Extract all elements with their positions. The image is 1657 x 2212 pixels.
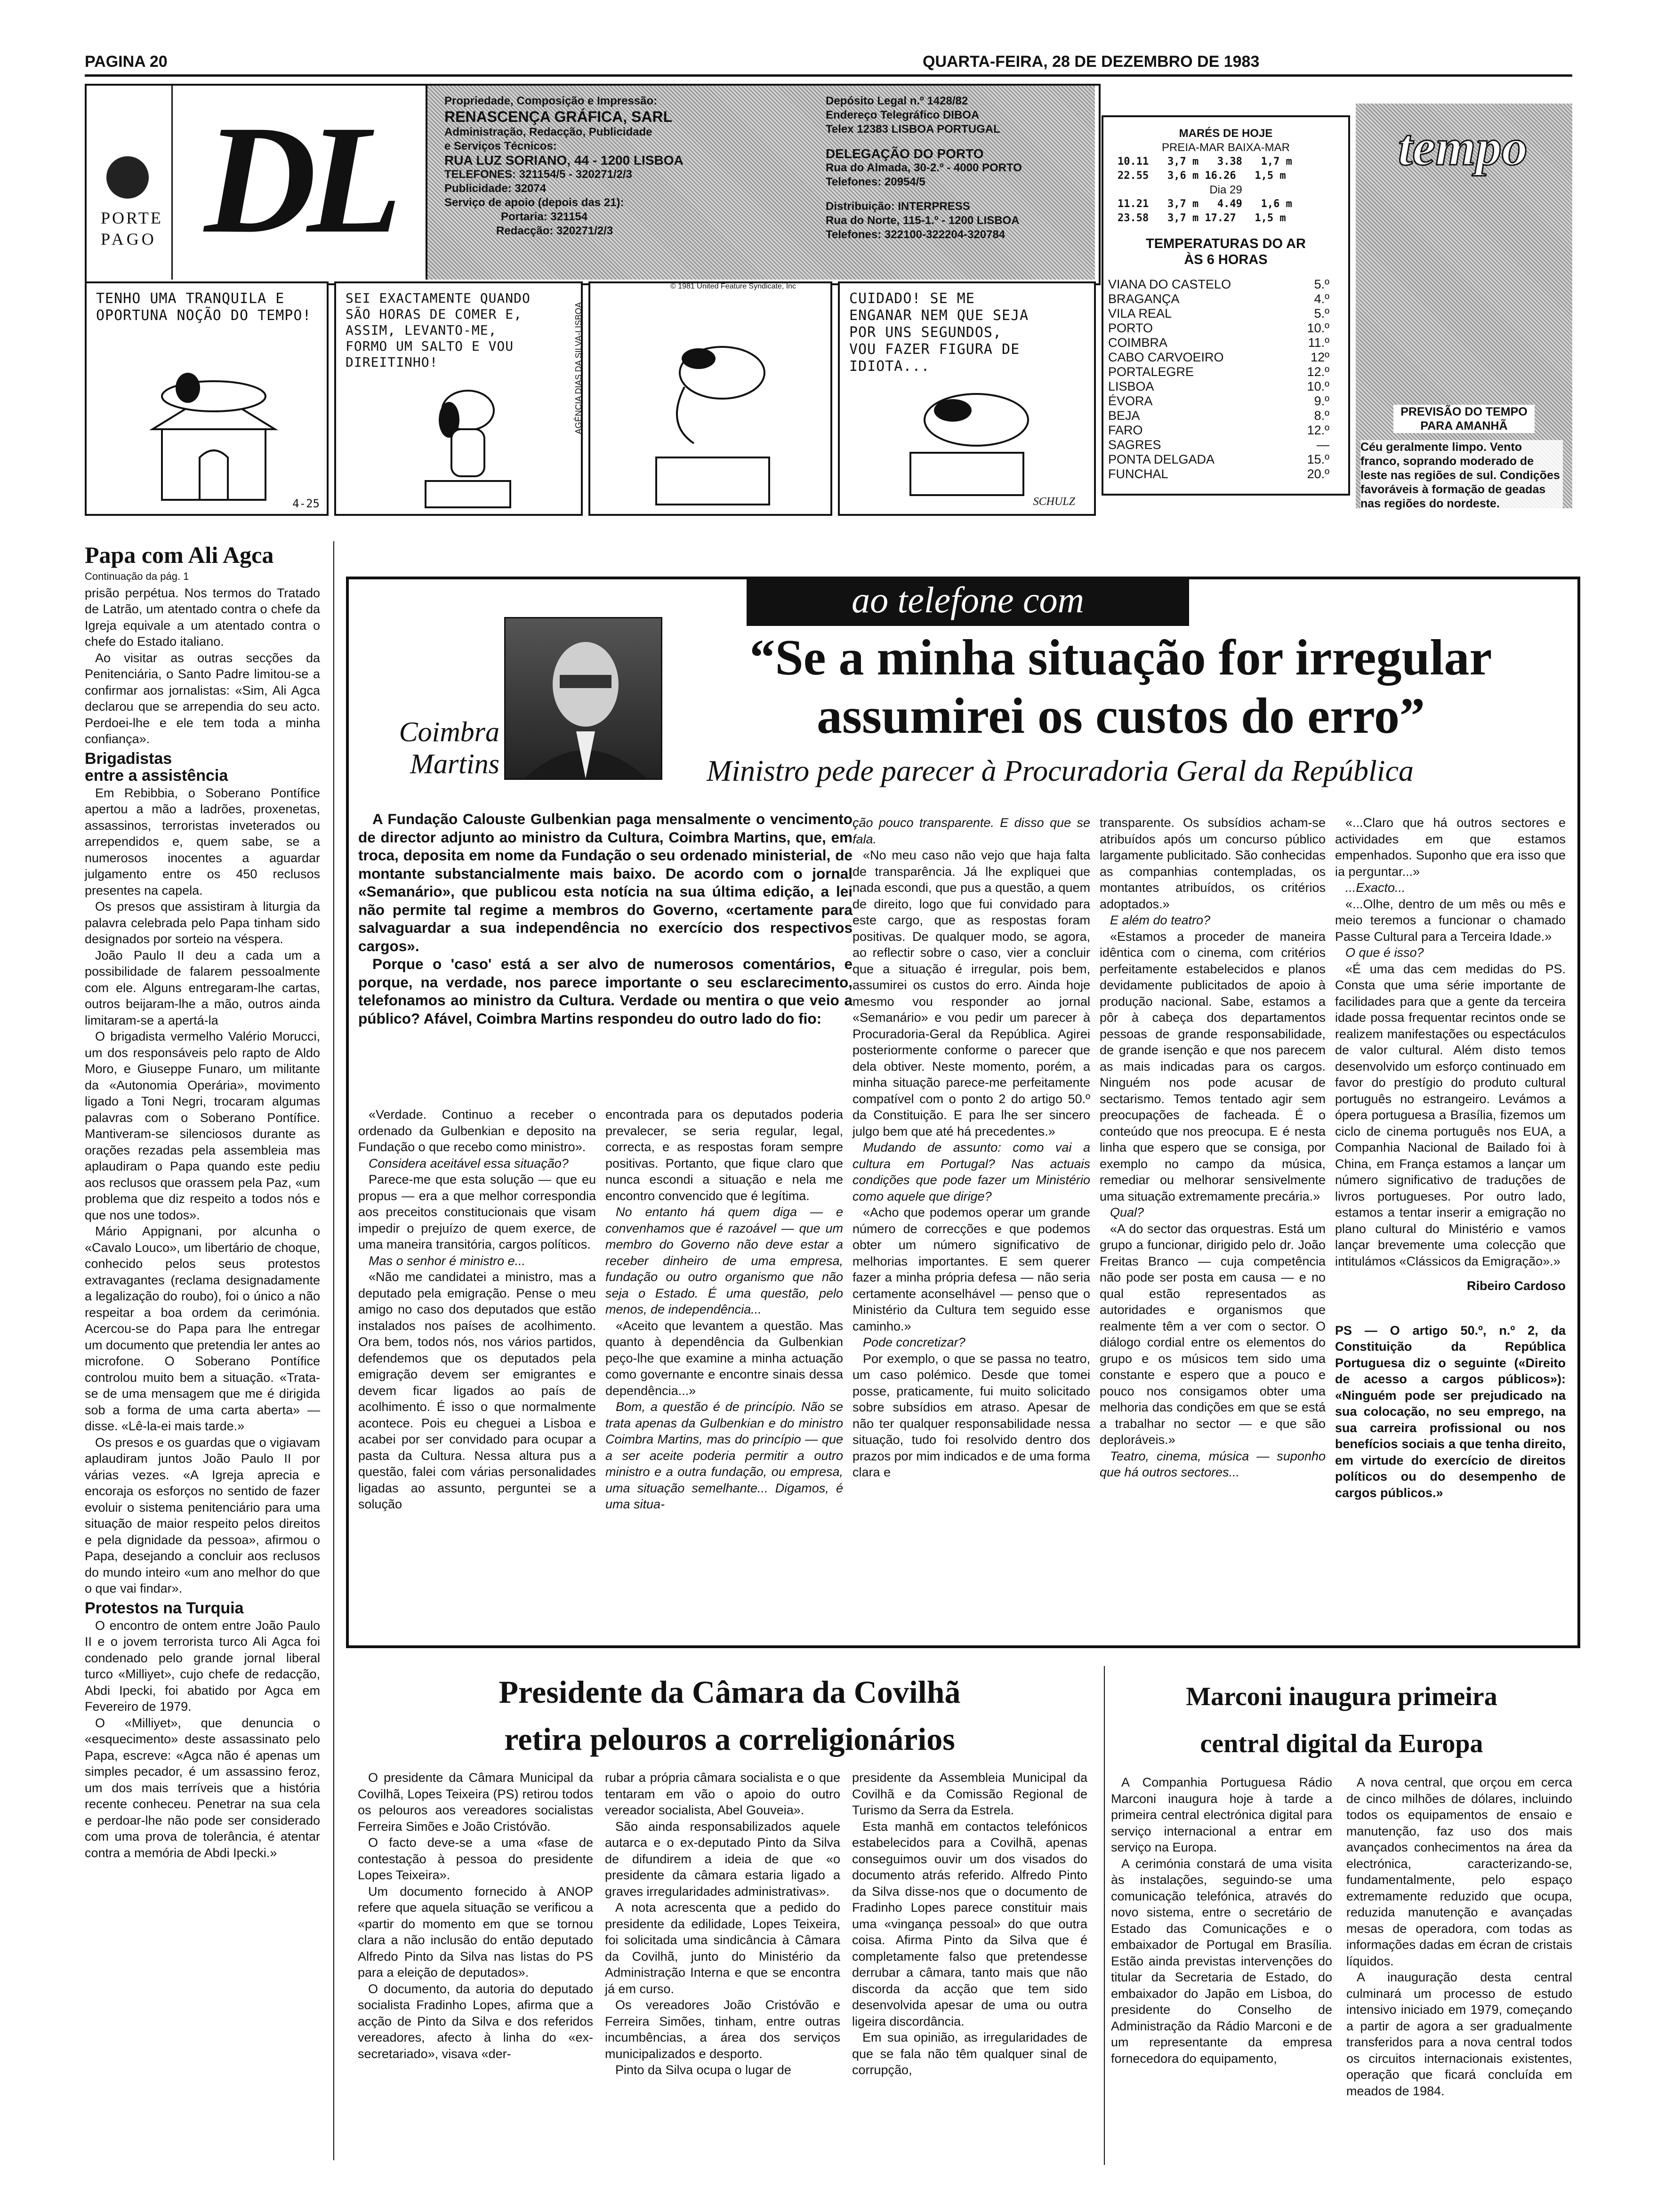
tides-box: [1118, 127, 1334, 225]
interview-column-2: [605, 1106, 843, 1513]
papa-subhead: Protestos na Turquia: [85, 1599, 244, 1617]
marconi-column-1: [1111, 1774, 1332, 2067]
legal-line: Rua do Norte, 115-1.º - 1200 LISBOA: [826, 214, 1020, 227]
tides-title: MARÉS DE HOJE: [1179, 127, 1273, 140]
owner-line: RUA LUZ SORIANO, 44 - 1200 LISBOA: [444, 153, 684, 168]
interview-question: Mas o senhor é ministro e...: [369, 1253, 526, 1268]
marconi-column-2: [1346, 1774, 1572, 2099]
interview-column-3: [853, 815, 1090, 1481]
porte-label: PORTE: [101, 208, 163, 227]
temp-value: 10.º: [1307, 379, 1329, 393]
temp-value: 9.º: [1314, 394, 1329, 408]
temp-value: 15.º: [1307, 452, 1329, 466]
temperatures-subheading: ÀS 6 HORAS: [1184, 252, 1268, 267]
owner-line: Redacção: 320271/2/3: [496, 224, 613, 237]
temp-value: 5.º: [1314, 306, 1329, 321]
interview-paragraph: encontrada para os deputados poderia prevalecer, se seria regular, legal, correcta, e as respostas foram sempre positivas. Portanto, que fique claro que nunca escondi a situação e nela me encontro convencido que é legítima.: [605, 1107, 843, 1203]
owner-line: Propriedade, Composição e Impressão:: [444, 95, 658, 107]
weather-forecast-title: PREVISÃO DO TEMPO PARA AMANHÃ: [1393, 405, 1535, 433]
legal-line: Telex 12383 LISBOA PORTUGAL: [826, 123, 1000, 136]
masthead-logo-box: [87, 86, 427, 280]
interview-paragraph: «...Olhe, dentro de um mês ou mês e meio teremos a funcionar o chamado Passe Cultural para a Terceira Idade.»: [1335, 897, 1566, 944]
pago-label: PAGO: [101, 230, 157, 248]
owner-line: RENASCENÇA GRÁFICA, SARL: [444, 108, 673, 125]
legal-info: [826, 94, 1089, 242]
covilha-paragraph: rubar a própria câmara socialista e o que tentaram em vão o apoio do outro vereador socialista, Abel Gouveia».: [605, 1771, 840, 1817]
papa-headline: Papa com Ali Agca: [85, 542, 274, 568]
comic-signature: SCHULZ: [1033, 496, 1075, 508]
covilha-column-1: [358, 1770, 593, 2062]
marconi-headline-line: Marconi inaugura primeira: [1186, 1682, 1497, 1711]
interview-paragraph: «Não me candidatei a ministro, mas a deputado pela emigração. Pense o meu amigo no caso dos deputados que estão instalados nos países de acolhimento. Ora bem, todos nós, nos vários partidos, defendemos que os deputados pela emigração devem ser emigrantes e devem ficar ligados ao país de acolhimento. É isso o que normalmente acontece. Pois eu cheguei a Lisboa e acabei por ser convidado para ocupar a pasta da Cultura. Nessa altura pus a questão, falei com várias personalidades ligadas ao assunto, perguntei se a solução: [358, 1270, 596, 1511]
temp-row: [1108, 350, 1329, 365]
legal-line: Telefones: 322100-322204-320784: [826, 228, 1005, 241]
owner-info: [444, 94, 793, 238]
papa-subhead-line: entre a assistência: [85, 766, 228, 785]
papa-paragraph: Os presos que assistiram à liturgia da palavra celebrada pelo Papa tinham sido designados por sorteio na véspera.: [85, 899, 320, 946]
temp-city: FUNCHAL: [1108, 467, 1168, 481]
interview-subhead: Ministro pede parecer à Procuradoria Geral da República: [707, 754, 1414, 787]
covilha-paragraph: São ainda responsabilizados aquele autarca e o ex-deputado Pinto da Silva de difundirem a ideia de que «o presidente da câmara estaria ligado a graves irregularidades administrativas».: [605, 1819, 840, 1899]
covilha-headline: [358, 1668, 1102, 1763]
owner-line: TELEFONES: 321154/5 - 320271/2/3: [444, 168, 632, 181]
legal-line: Rua do Almada, 30-2.º - 4000 PORTO: [826, 161, 1022, 174]
comic-date-mark: 4-25: [292, 497, 320, 510]
temp-value: 20.º: [1307, 467, 1329, 481]
owner-line: Administração, Redacção, Publicidade: [444, 126, 652, 138]
interview-postscript: PS — O artigo 50.º, n.º 2, da Constituição da República Portuguesa diz o seguinte («Direito de acesso a cargos públicos»): «Ninguém pode ser prejudicado na sua colocação, no seu emprego, na sua carreira profissional ou nos benefícios sociais a que tenha direito, em virtude do exercício de direitos políticos ou do desempenho de cargos públicos.»: [1335, 1323, 1566, 1500]
interview-question: Mudando de assunto: como vai a cultura em Portugal? Nas actuais condições que pode fazer um Ministério como aquele que dirige?: [853, 1140, 1090, 1203]
temp-row: [1108, 292, 1329, 306]
interview-paragraph: «É uma das cem medidas do PS. Consta que uma série importante de facilidades para que a gente da terceira idade possa frequentar recintos onde se realizem manifestações ou espectáculos de valor cultural. Além disto temos desenvolvido um esforço continuado em favor do prestígio do produto cultural português no estrangeiro. Levámos a ópera portuguesa a Brasília, fizemos um ciclo de cinema português nos EUA, a Companhia Nacional de Bailado foi à China, em França estamos a lançar um número significativo de traduções de livros portugueses. Por outro lado, estamos a tentar inserir a emigração no plano cultural do Ministério e vamos lançar brevemente uma colecção que intitulámos «Clássicos da Emigração».»: [1335, 962, 1566, 1268]
comic-agency-credit: AGÊNCIA DIAS DA SILVA-LISBOA: [574, 302, 583, 434]
interview-paragraph: «Aceito que levantem a questão. Mas quanto à dependência da Gulbenkian peço-lhe que examine a minha actuação como governante e encontre sinais dessa dependência...»: [605, 1318, 843, 1398]
interview-name-line: Coimbra: [399, 716, 499, 747]
temp-row: [1108, 365, 1329, 379]
interview-byline: Ribeiro Cardoso: [1466, 1279, 1566, 1293]
weather-tempo-label: tempo: [1398, 119, 1528, 176]
weather-table: [1102, 115, 1350, 496]
temp-city: ÉVORA: [1108, 394, 1153, 408]
marconi-paragraph: A nova central, que orçou em cerca de cinco milhões de dólares, incluindo todos os equipamentos de ensaio e manutenção, faz uso dos mais avançados conhecimentos na área da electrónica, caracterizando-se, fundamentalmente, pelo espaço extremamente reduzido que ocupa, reduzida manutenção e avançadas mesas de operadora, com todas as informações dadas em écran de cristais líquidos.: [1346, 1775, 1572, 1968]
temp-city: COIMBRA: [1108, 336, 1168, 350]
interview-headline: [678, 629, 1563, 745]
interview-paragraph: Parece-me que esta solução — que eu propus — era a que melhor correspondia aos preceitos constitucionais que visam impedir o prejuízo de quem exerce, de uma maneira transitória, cargos políticos.: [358, 1172, 596, 1251]
temp-city: PORTALEGRE: [1108, 365, 1194, 379]
temp-city: VILA REAL: [1108, 306, 1172, 321]
page-number: PAGINA 20: [85, 53, 168, 71]
temp-row: [1108, 394, 1329, 409]
temp-row: [1108, 423, 1329, 438]
snoopy-crouching-drawing: [882, 368, 1052, 500]
temp-row: [1108, 336, 1329, 350]
marconi-paragraph: A inauguração desta central culminará um processo de estudo intensivo iniciado em 1979, começando a partir de agora a ser gradualmente transferidos para a nova central todos os circuitos internacionais existentes, operação que ficará concluída em meados de 1984.: [1346, 1970, 1572, 2098]
covilha-headline-line: retira pelouros a correligionários: [504, 1721, 955, 1757]
interview-column-1: [358, 1106, 596, 1513]
owner-line: Serviço de apoio (depois das 21):: [444, 196, 624, 209]
comic-speech-1: TENHO UMA TRANQUILA E OPORTUNA NOÇÃO DO TEMPO!: [96, 290, 312, 324]
temperatures-heading: TEMPERATURAS DO AR: [1146, 236, 1306, 251]
temp-row: [1108, 321, 1329, 336]
interview-name-line: Martins: [410, 748, 499, 779]
papa-paragraph: O brigadista vermelho Valério Morucci, um dos responsáveis pelo rapto de Aldo Moro, e Giuseppe Funaro, um militante da «Autonomia Operária», movimento ligado a Toni Negri, trocaram algumas palavras com o Soberano Pontífice. Mantiveram-se silenciosos durante as orações rezadas pela assembleia mas aplaudiram o Papa quando este pediu aos reclusos que orassem pela Paz, «um problema que diz respeito a todos nós e que nos une todos».: [85, 1029, 320, 1222]
interview-lead-paragraph: A Fundação Calouste Gulbenkian paga mensalmente o vencimento de director adjunto ao ministro da Cultura, Coimbra Martins, que, em troca, deposita em nome da Fundação o seu ordenado ministerial, de montante substancialmente mais baixo. De acordo com o jornal «Semanário», que publicou esta notícia na sua última edição, a lei não permite tal regime a membros do Governo, «certamente para salvaguardar a sua independência no exercício dos respectivos cargos».: [358, 810, 853, 954]
temp-city: PONTA DELGADA: [1108, 452, 1215, 466]
interview-lead-paragraph: Porque o 'caso' está a ser alvo de numerosos comentários, e porque, na verdade, nos parece importante o seu esclarecimento, telefonamos ao ministro da Cultura. Verdade ou mentira o que veio a público? Afável, Coimbra Martins respondeu do outro lado do fio:: [358, 955, 853, 1027]
temp-row: [1108, 379, 1329, 394]
column-divider: [1104, 1666, 1105, 2165]
tides-row: Dia 29: [1209, 184, 1242, 196]
interview-banner: [747, 577, 1189, 626]
comic-panel-3: [588, 281, 832, 516]
interview-question: ...Exacto...: [1345, 881, 1406, 895]
issue-date: QUARTA-FEIRA, 28 DE DEZEMBRO DE 1983: [923, 53, 1260, 71]
interview-question: Teatro, cinema, música — suponho que há outros sectores...: [1100, 1449, 1326, 1479]
interview-portrait: [504, 617, 662, 780]
interview-column-5: [1335, 815, 1566, 1501]
marconi-paragraph: A cerimónia constará de uma visita às instalações, seguindo-se uma comunicação telefónica, através do novo sistema, entre o secretário de Estado das Comunicações e o embaixador de Portugal em Brasília. Estão ainda previstas intervenções do titular da Secretaria de Estado, do embaixador do Japão em Lisboa, do presidente do Conselho de Administração da Rádio Marconi e de um representante da empresa fornecedora do equipamento,: [1111, 1856, 1332, 2066]
papa-paragraph: O «Milliyet», que denuncia o «esquecimento» deste assassinato pelo Papa, escreve: «Agca não é apenas um simples pecador, é um assassino feroz, um dos mais terríveis que a história recente conheceu. Penetrar na sua cela e perdoar-lhe não pode ser considerado com uma prova de tolerância, é atentar contra a memória de Abdi Ipecki.»: [85, 1715, 320, 1860]
dl-logo: DL: [204, 94, 393, 265]
temp-value: 12.º: [1307, 423, 1329, 437]
papa-subhead: [85, 750, 320, 784]
tides-row: 11.21 3,7 m 4.49 1,6 m: [1118, 198, 1292, 210]
header-rule: [85, 74, 1572, 77]
temp-city: PORTO: [1108, 321, 1153, 335]
covilha-paragraph: O facto deve-se a uma «fase de contestação à pessoa do presidente Lopes Teixeira».: [358, 1835, 593, 1882]
interview-question: Considera aceitável essa situação?: [369, 1156, 569, 1170]
papa-paragraph: Mário Appignani, por alcunha o «Cavalo Louco», um libertário de choque, conhecido pelos seus protestos extravagantes (reclama designadamente a legalização do roubo), foi o único a não respeitar a boa ordem da cerimónia. Acercou-se do Papa para lhe entregar um documento que pretendia ler antes ao microfone. O Soberano Pontífice controlou muito bem a situação. «Trata-se de uma mensagem que me é dirigida sob a forma de uma carta aberta» — disse. «Lê-la-ei mais tarde.»: [85, 1224, 320, 1433]
comic-speech-3: CUIDADO! SE ME ENGANAR NEM QUE SEJA POR UNS SEGUNDOS, VOU FAZER FIGURA DE IDIOTA...: [849, 290, 1029, 375]
weather-forecast-box: [1356, 104, 1572, 508]
papa-body: [85, 569, 320, 1861]
papa-paragraph: João Paulo II deu a cada um a possibilidade de falarem pessoalmente com ele. Alguns entregaram-lhe cartas, outros beijaram-lhe a mão, outros ainda limitaram-se a apertá-la: [85, 948, 320, 1027]
interview-paragraph: «Verdade. Continuo a receber o ordenado da Gulbenkian e deposito na Fundação o que recebo como ministro».: [358, 1107, 596, 1154]
temp-city: SAGRES: [1108, 438, 1161, 452]
covilha-paragraph: Esta manhã em contactos telefónicos estabelecidos para a Covilhã, apenas conseguimos ouvir um dos visados do documento atrás referido. Alfredo Pinto da Silva disse-nos que o documento de Fradinho Lopes parece constituir mais uma «vingança pessoal» do que outra coisa. Afirma Pinto da Silva que é completamente falso que pretendesse derrubar a câmara, tanto mais que não discorda da acção que tem sido desenvolvida apesar de uma ou outra ligeira discordância.: [852, 1819, 1087, 2028]
papa-paragraph: Os presos e os guardas que o vigiavam aplaudiram juntos João Paulo II por várias vezes. «A Igreja aprecia e encoraja os esforços no sentido de fazer evoluir o sistema penitenciário para uma situação de maior respeito pelos direitos e pela dignidade da pessoa», afirmou o Papa, desejando a concluir aos reclusos do mundo inteiro «um ano melhor do que o que vai findar».: [85, 1435, 320, 1595]
covilha-paragraph: Pinto da Silva ocupa o lugar de: [615, 2063, 791, 2077]
temp-row: [1108, 452, 1329, 467]
interview-paragraph: Por exemplo, o que se passa no teatro, um caso polémico. Desde que tomei posse, praticamente, fui muito solicitado sobre subsídios em atraso. Apesar de não ter qualquer responsabilidade nessa situação, tudo foi resolvido dentro dos prazos por mim indicados e de uma forma clara e: [853, 1351, 1090, 1479]
snoopy-leaping-drawing: [619, 302, 807, 509]
covilha-paragraph: A nota acrescenta que a pedido do presidente da edilidade, Lopes Teixeira, foi solicitada uma sindicância à Câmara da Covilhã, junto do Ministério da Administração Interna e que se encontra já em curso.: [605, 1900, 840, 1996]
interview-question: E além do teatro?: [1110, 913, 1211, 927]
comic-panel-1: [85, 281, 329, 516]
temp-value: 10.º: [1307, 321, 1329, 335]
weather-forecast-text: Céu geralmente limpo. Vento franco, soprando moderado de leste nas regiões de sul. Condições favoráveis à formação de geadas nas regiões do nordeste.: [1360, 440, 1563, 511]
tides-row: 23.58 3,7 m 17.27 1,5 m: [1118, 212, 1286, 224]
interview-column-4: [1100, 815, 1326, 1481]
covilha-paragraph: O presidente da Câmara Municipal da Covilhã, Lopes Teixeira (PS) retirou todos os pelouros aos vereadores socialistas Ferreira Simões e João Cristóvão.: [358, 1771, 593, 1834]
temperatures-list: [1108, 277, 1329, 481]
snoopy-doghouse-drawing: [143, 363, 284, 505]
legal-line: Telefones: 20954/5: [826, 176, 925, 188]
covilha-paragraph: Os vereadores João Cristóvão e Ferreira Simões, tinham, entre outras incumbências, a área dos serviços municipalizados e desporto.: [605, 1998, 840, 2061]
covilha-paragraph: O documento, da autoria do deputado socialista Fradinho Lopes, afirma que a acção de Pinto da Silva e dos referidos vereadores, afecto à linha do «ex-secretariado», visava «der-: [358, 1981, 593, 2061]
temp-value: 11.º: [1308, 336, 1329, 350]
temp-city: FARO: [1108, 423, 1143, 437]
temp-value: 12º: [1311, 350, 1329, 364]
interview-paragraph: «...Claro que há outros sectores e actividades em que estamos empenhados. Suponho que era isso que ia perguntar...»: [1335, 816, 1566, 879]
interview-question: ção pouco transparente. E disso que se fala.: [853, 816, 1090, 846]
temp-value: 12.º: [1307, 365, 1329, 379]
papa-paragraph: Em Rebibbia, o Soberano Pontífice apertou a mão a ladrões, proxenetas, assassinos, terroristas inveterados ou arrependidos e, quem sabe, se a numerosos inocentes a aguardar julgamento entre os 450 reclusos presentes na capela.: [85, 785, 320, 898]
tides-subtitle: PREIA-MAR BAIXA-MAR: [1161, 141, 1290, 154]
temp-city: BEJA: [1108, 409, 1140, 423]
interview-paragraph: «A do sector das orquestras. Está um grupo a funcionar, dirigido pelo dr. João Freitas Branco — cuja competência não pode ser posta em causa — e no qual estão representados as autoridades e organismos que realmente têm a ver com o sector. O diálogo cordial entre os elementos do grupo e os músicos tem sido uma constante e espero que a pouco e pouco nos consigamos obter uma melhoria das condições em que se está a trabalhar no sector — e que são deploráveis.»: [1100, 1221, 1326, 1447]
temp-city: BRAGANÇA: [1108, 292, 1180, 306]
owner-line: Publicidade: 32074: [444, 182, 547, 195]
comic-speech-2: SEI EXACTAMENTE QUANDO SÃO HORAS DE COMER E, ASSIM, LEVANTO-ME, FORMO UM SALTO E VOU DIREITINHO!: [346, 290, 531, 370]
interview-paragraph: «No meu caso não vejo que haja falta de transparência. Já lhe expliquei que nada escondi, que pus a questão, a quem de direito, logo que fui convidado para este cargo, que as respostas foram positivas. De qualquer modo, se agora, ao reflectir sobre o caso, vier a concluir que a situação é irregular, pois bem, assumirei os custos do erro. Ainda hoje mesmo vou responder ao jornal «Semanário» e vou pedir um parecer à Procuradoria-Geral da República. Agirei posteriormente conforme o parecer que dela obtiver. Neste momento, porém, a minha situação parece-me perfeitamente compatível com o ponto 2 do artigo 50.º da Constituição. E para lhe ser sincero julgo bem que até há precedentes.»: [853, 848, 1090, 1138]
interview-banner-label: ao telefone com: [852, 579, 1084, 620]
interview-headline-line: “Se a minha situação for irregular: [749, 630, 1492, 686]
covilha-column-3: [852, 1770, 1087, 2078]
papa-article: [85, 541, 320, 1861]
temp-value: 5.º: [1314, 277, 1329, 291]
interview-question: No entanto há quem diga — e convenhamos que é razoável — que um membro do Governo não deve estar a receber dinheiro de uma empresa, fundação ou outro organismo que não seja o Estado. É uma questão, pelo menos, de independência...: [605, 1205, 843, 1316]
snoopy-standing-drawing: [416, 387, 520, 509]
temp-city: CABO CARVOEIRO: [1108, 350, 1224, 364]
interview-paragraph: transparente. Os subsídios acham-se atribuídos após um concurso público largamente publicitado. São conhecidas as companhias contempladas, os montantes atribuídos, os critérios adoptados.»: [1100, 816, 1326, 911]
interview-question: Bom, a questão é de princípio. Não se trata apenas da Gulbenkian e do ministro Coimbra Martins, mas do princípio — que a ser aceite poderia permitir a outro ministro e a outra fundação, ou empresa, uma situação semelhante... Digamos, é uma situa-: [605, 1400, 843, 1511]
legal-line: Endereço Telegráfico DIBOA: [826, 109, 980, 121]
interview-headline-line: assumirei os custos do erro”: [817, 688, 1425, 744]
interview-lead: [358, 810, 853, 1027]
papa-paragraph: O encontro de ontem entre João Paulo II e o jovem terrorista turco Ali Agca foi condenado pelo grande jornal liberal turco «Milliyet», cujo chefe de redacção, Abdi Ipecki, foi abatido por Agca em Fevereiro de 1979.: [85, 1618, 320, 1714]
interview-paragraph: «Acho que podemos operar um grande número de correcções e que podemos obter um número significativo de melhorias importantes. E sem querer fazer a minha própria defesa — não seria certamente aconselhável — penso que o Ministério da Cultura tem seguido esse caminho.»: [853, 1205, 1090, 1333]
porte-pago-box: [87, 86, 173, 280]
papa-paragraph: prisão perpétua. Nos termos do Tratado de Latrão, um atentado contra o chefe da Igreja equivale a um atentado contra o chefe do Estado italiano.: [85, 585, 320, 649]
temp-row: [1108, 467, 1329, 481]
owner-line: e Serviços Técnicos:: [444, 140, 557, 152]
temp-city: VIANA DO CASTELO: [1108, 277, 1231, 291]
temp-value: 8.º: [1314, 409, 1329, 423]
comic-copyright: © 1981 United Feature Syndicate, Inc: [670, 282, 796, 290]
temperatures-title: [1113, 236, 1339, 268]
temp-value: —: [1317, 438, 1329, 452]
interview-question: O que é isso?: [1345, 946, 1424, 960]
column-divider: [333, 541, 334, 2160]
covilha-column-2: [605, 1770, 840, 2078]
comic-panel-4: [838, 281, 1096, 516]
comic-panel-2: [334, 281, 583, 516]
covilha-paragraph: Em sua opinião, as irregularidades de que se fala não têm qualquer sinal de corrupção,: [852, 2030, 1087, 2077]
temp-row: [1108, 277, 1329, 292]
marconi-headline-line: central digital da Europa: [1200, 1729, 1483, 1758]
papa-subhead-line: Brigadistas: [85, 749, 172, 768]
interview-box: [346, 577, 1580, 1648]
masthead: [85, 84, 1101, 285]
covilha-paragraph: Um documento fornecido à ANOP refere que aquela situação se verificou a «partir do momento em que se tornou clara a não inclusão do então deputado Alfredo Pinto da Silva nas listas do PS para a eleição de deputados».: [358, 1884, 593, 1980]
temp-city: LISBOA: [1108, 379, 1154, 393]
legal-line: Distribuição: INTERPRESS: [826, 200, 970, 213]
legal-line: DELEGAÇÃO DO PORTO: [826, 146, 984, 161]
temp-value: 4.º: [1314, 292, 1329, 306]
temp-row: [1108, 306, 1329, 321]
marconi-headline: [1111, 1673, 1572, 1767]
papa-paragraph: Ao visitar as outras secções da Penitenciária, o Santo Padre limitou-se a confirmar aos jornalistas: «Sim, Ali Agca declarou que se arrependia do seu acto. Perdoei-lhe e ele tem toda a minha confiança».: [85, 650, 320, 746]
temp-row: [1108, 409, 1329, 423]
marconi-paragraph: A Companhia Portuguesa Rádio Marconi inaugura hoje à tarde a primeira central electrónica digital para serviço internacional a entrar em serviço na Europa.: [1111, 1775, 1332, 1854]
seal-icon: [106, 156, 149, 199]
portrait-figure: [506, 618, 661, 778]
interview-question: Pode concretizar?: [863, 1335, 965, 1349]
comic-strip: [85, 281, 1097, 517]
tides-row: 10.11 3,7 m 3.38 1,7 m: [1118, 156, 1292, 168]
interview-question: Qual?: [1110, 1205, 1144, 1219]
interview-paragraph: «Estamos a proceder de maneira idêntica com o cinema, com critérios perfeitamente estabelecidos e planos devidamente publicitados de apoio à produção nacional. Sabe, estamos a pôr à cabeça dos departamentos pessoas de grande responsabilidade, de grande isenção e que nos parecem as mais indicadas para os cargos. Ninguém nos pode acusar de sectarismo. Temos tentado agir sem preocupações de facheada. É o conteúdo que nos preocupa. E é nesta linha que espero que se consiga, por exemplo no campo da música, remediar ou melhorar sensivelmente uma situação extremamente precária.»: [1100, 929, 1326, 1203]
tides-row: 22.55 3,6 m 16.26 1,5 m: [1118, 170, 1286, 182]
legal-line: Depósito Legal n.º 1428/82: [826, 95, 968, 107]
covilha-paragraph: presidente da Assembleia Municipal da Covilhã e da Comissão Regional de Turismo da Serra da Estrela.: [852, 1771, 1087, 1817]
owner-line: Portaria: 321154: [501, 210, 588, 223]
covilha-headline-line: Presidente da Câmara da Covilhã: [499, 1674, 961, 1710]
interview-name: [358, 716, 499, 780]
papa-continuation: Continuação da pág. 1: [85, 570, 189, 582]
temp-row: [1108, 438, 1329, 452]
